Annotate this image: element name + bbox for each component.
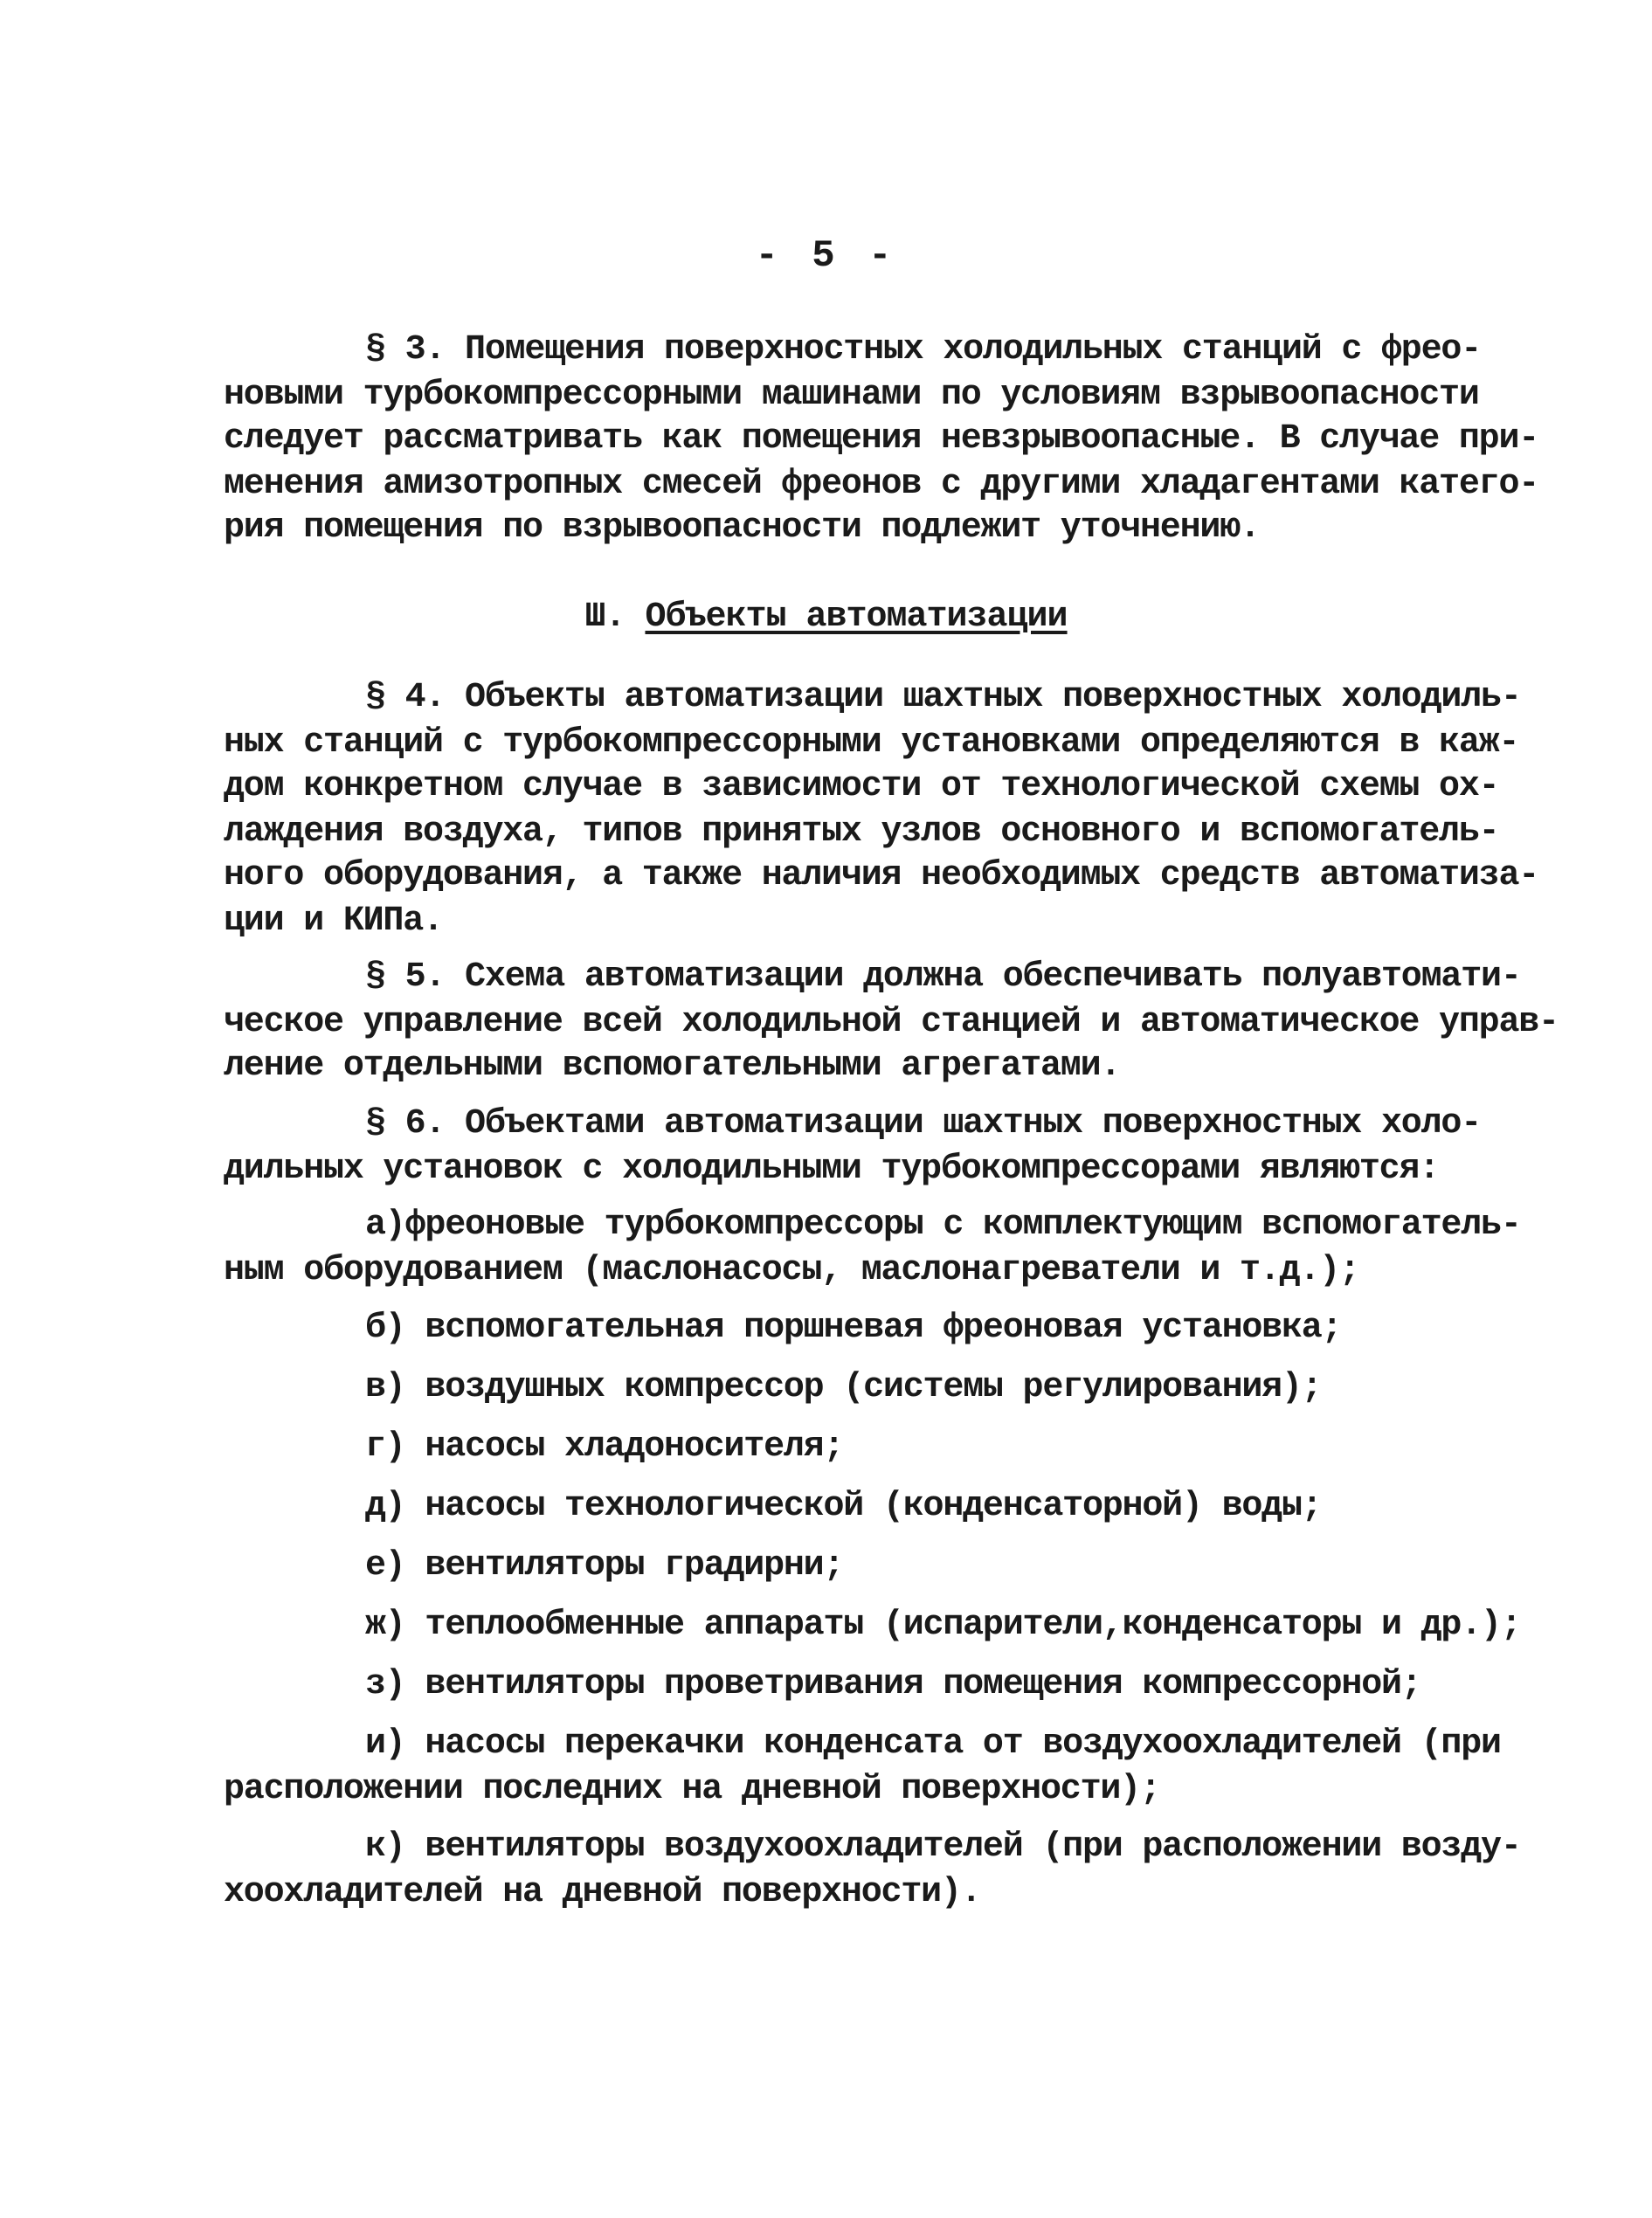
para6-line-2: дильных установок с холодильными турбокомпрессорами являются: — [224, 1150, 1440, 1189]
para3-line-2: новыми турбокомпрессорными машинами по условиям взрывоопасности — [224, 376, 1479, 415]
list-item-e: е) вентиляторы градирни; — [365, 1546, 844, 1586]
para4-line-6: ции и КИПа. — [224, 902, 443, 941]
list-item-a-line-1: а)фреоновые турбокомпрессоры с комплектующим вспомогатель- — [365, 1206, 1521, 1245]
section-title: Объекты автоматизации — [645, 598, 1068, 637]
list-item-zh: ж) теплообменные аппараты (испарители,конденсаторы и др.); — [365, 1606, 1521, 1645]
list-item-a-line-2: ным оборудованием (маслонасосы, маслонагреватели и т.д.); — [224, 1251, 1359, 1290]
para3-line-1: § 3. Помещения поверхностных холодильных станций с фрео- — [365, 330, 1482, 370]
list-item-i-line-1: и) насосы перекачки конденсата от воздухоохладителей (при — [365, 1724, 1501, 1764]
para4-line-1: § 4. Объекты автоматизации шахтных поверхностных холодиль- — [365, 678, 1521, 717]
list-item-d: д) насосы технологической (конденсаторной) воды; — [365, 1487, 1322, 1526]
para5-line-3: ление отдельными вспомогательными агрегатами. — [224, 1047, 1121, 1086]
para3-line-5: рия помещения по взрывоопасности подлежит уточнению. — [224, 508, 1260, 548]
list-item-g: г) насосы хладоносителя; — [365, 1427, 844, 1467]
para4-line-2: ных станций с турбокомпрессорными установками определяются в каж- — [224, 723, 1519, 763]
list-item-i-line-2: расположении последних на дневной поверхности); — [224, 1770, 1160, 1809]
para4-line-3: дом конкретном случае в зависимости от технологической схемы ох- — [224, 767, 1499, 806]
para4-line-4: лаждения воздуха, типов принятых узлов основного и вспомогатель- — [224, 812, 1499, 852]
para6-line-1: § 6. Объектами автоматизации шахтных поверхностных холо- — [365, 1104, 1482, 1144]
para3-line-4: менения амизотропных смесей фреонов с другими хладагентами катего- — [224, 465, 1539, 504]
list-item-k-line-2: хоохладителей на дневной поверхности). — [224, 1873, 981, 1912]
list-item-k-line-1: к) вентиляторы воздухоохладителей (при расположении возду- — [365, 1828, 1521, 1867]
section-heading — [0, 598, 1652, 637]
para5-line-1: § 5. Схема автоматизации должна обеспечивать полуавтомати- — [365, 957, 1521, 997]
page-number: - 5 - — [755, 234, 897, 278]
section-numeral: Ш. — [584, 598, 626, 637]
list-item-v: в) воздушных компрессор (системы регулирования); — [365, 1368, 1322, 1407]
list-item-z: з) вентиляторы проветривания помещения компрессорной; — [365, 1665, 1421, 1704]
para3-line-3: следует рассматривать как помещения невзрывоопасные. В случае при- — [224, 419, 1539, 459]
para4-line-5: ного оборудования, а также наличия необходимых средств автоматиза- — [224, 856, 1539, 895]
para5-line-2: ческое управление всей холодильной станцией и автоматическое управ- — [224, 1003, 1559, 1042]
list-item-b: б) вспомогательная поршневая фреоновая установка; — [365, 1309, 1342, 1348]
